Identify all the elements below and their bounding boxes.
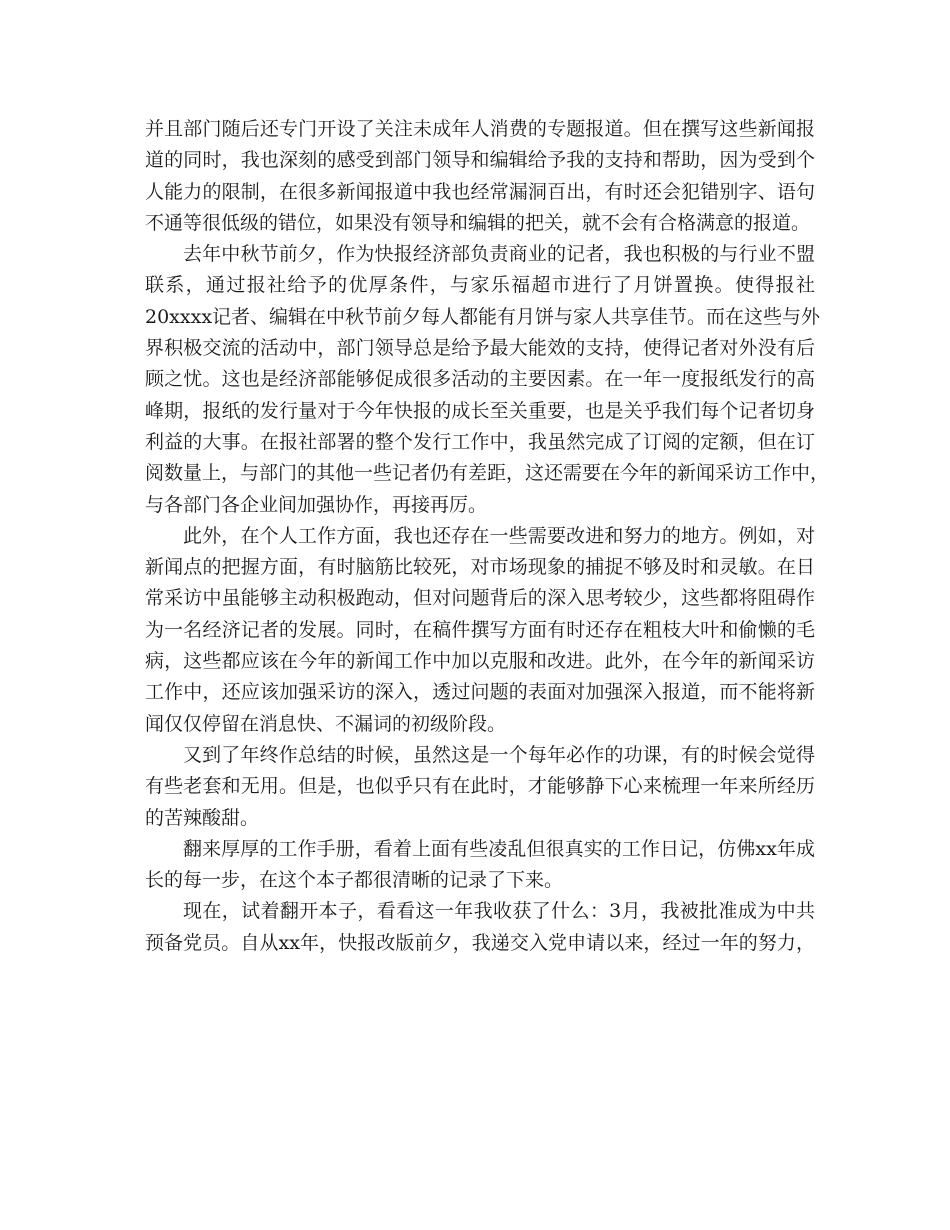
text-line: 并且部门随后还专门开设了关注未成年人消费的专题报道。但在撰写这些新闻报: [145, 118, 815, 140]
text-line: 闻仅仅停留在消息快、不漏词的初级阶段。: [145, 712, 507, 735]
text-line: 人能力的限制，在很多新闻报道中我也经常漏洞百出，有时还会犯错别字、语句: [145, 180, 815, 203]
document-body: [145, 114, 830, 959]
text-line: 预备党员。自从xx年，快报改版前夕，我递交入党申请以来，经过一年的努力，: [145, 931, 815, 954]
paragraph-first-line: 此外，在个人工作方面，我也还存在一些需要改进和努力的地方。例如，对: [183, 524, 815, 547]
text-line: 阅数量上，与部门的其他一些记者仍有差距，这还需要在今年的新闻采访工作中，: [145, 462, 830, 485]
text-line: 有些老套和无用。但是，也似乎只有在此时，才能够静下心来梳理一年来所经历: [145, 775, 815, 798]
text-line: 与各部门各企业间加强协作，再接再厉。: [145, 493, 488, 516]
text-line: 20xxxx记者、编辑在中秋节前夕每人都能有月饼与家人共享佳节。而在这些与外: [145, 305, 821, 328]
text-line: 的苦辣酸甜。: [145, 806, 260, 829]
paragraph-first-line: 翻来厚厚的工作手册，看着上面有些凌乱但很真实的工作日记，仿佛xx年成: [183, 837, 815, 860]
text-line: 利益的大事。在报社部署的整个发行工作中，我虽然完成了订阅的定额，但在订: [145, 430, 815, 453]
text-line: 工作中，还应该加强采访的深入，透过问题的表面对加强深入报道，而不能将新: [145, 681, 815, 704]
text-line: 峰期，报纸的发行量对于今年快报的成长至关重要，也是关乎我们每个记者切身: [145, 399, 815, 422]
paragraph-first-line: 又到了年终作总结的时候，虽然这是一个每年必作的功课，有的时候会觉得: [183, 743, 815, 766]
text-line: 联系，通过报社给予的优厚条件，与家乐福超市进行了月饼置换。使得报社: [145, 274, 815, 297]
paragraph-first-line: 现在，试着翻开本子，看看这一年我收获了什么：3月，我被批准成为中共: [183, 900, 815, 923]
text-line: 不通等很低级的错位，如果没有领导和编辑的把关，就不会有合格满意的报道。: [145, 211, 811, 234]
text-line: 界积极交流的活动中，部门领导总是给予最大能效的支持，使得记者对外没有后: [145, 337, 815, 360]
text-line: 病，这些都应该在今年的新闻工作中加以克服和改进。此外，在今年的新闻采访: [145, 650, 815, 673]
paragraph-first-line: 去年中秋节前夕，作为快报经济部负责商业的记者，我也积极的与行业不盟: [183, 243, 815, 266]
text-line: 长的每一步，在这个本子都很清晰的记录了下来。: [145, 869, 564, 892]
text-line: 道的同时，我也深刻的感受到部门领导和编辑给予我的支持和帮助，因为受到个: [145, 149, 815, 172]
text-line: 顾之忧。这也是经济部能够促成很多活动的主要因素。在一年一度报纸发行的高: [145, 368, 815, 391]
text-line: 为一名经济记者的发展。同时，在稿件撰写方面有时还存在粗枝大叶和偷懒的毛: [145, 618, 815, 641]
text-line: 新闻点的把握方面，有时脑筋比较死，对市场现象的捕捉不够及时和灵敏。在日: [145, 556, 815, 579]
text-line: 常采访中虽能够主动积极跑动，但对问题背后的深入思考较少，这些都将阻碍作: [145, 587, 815, 610]
